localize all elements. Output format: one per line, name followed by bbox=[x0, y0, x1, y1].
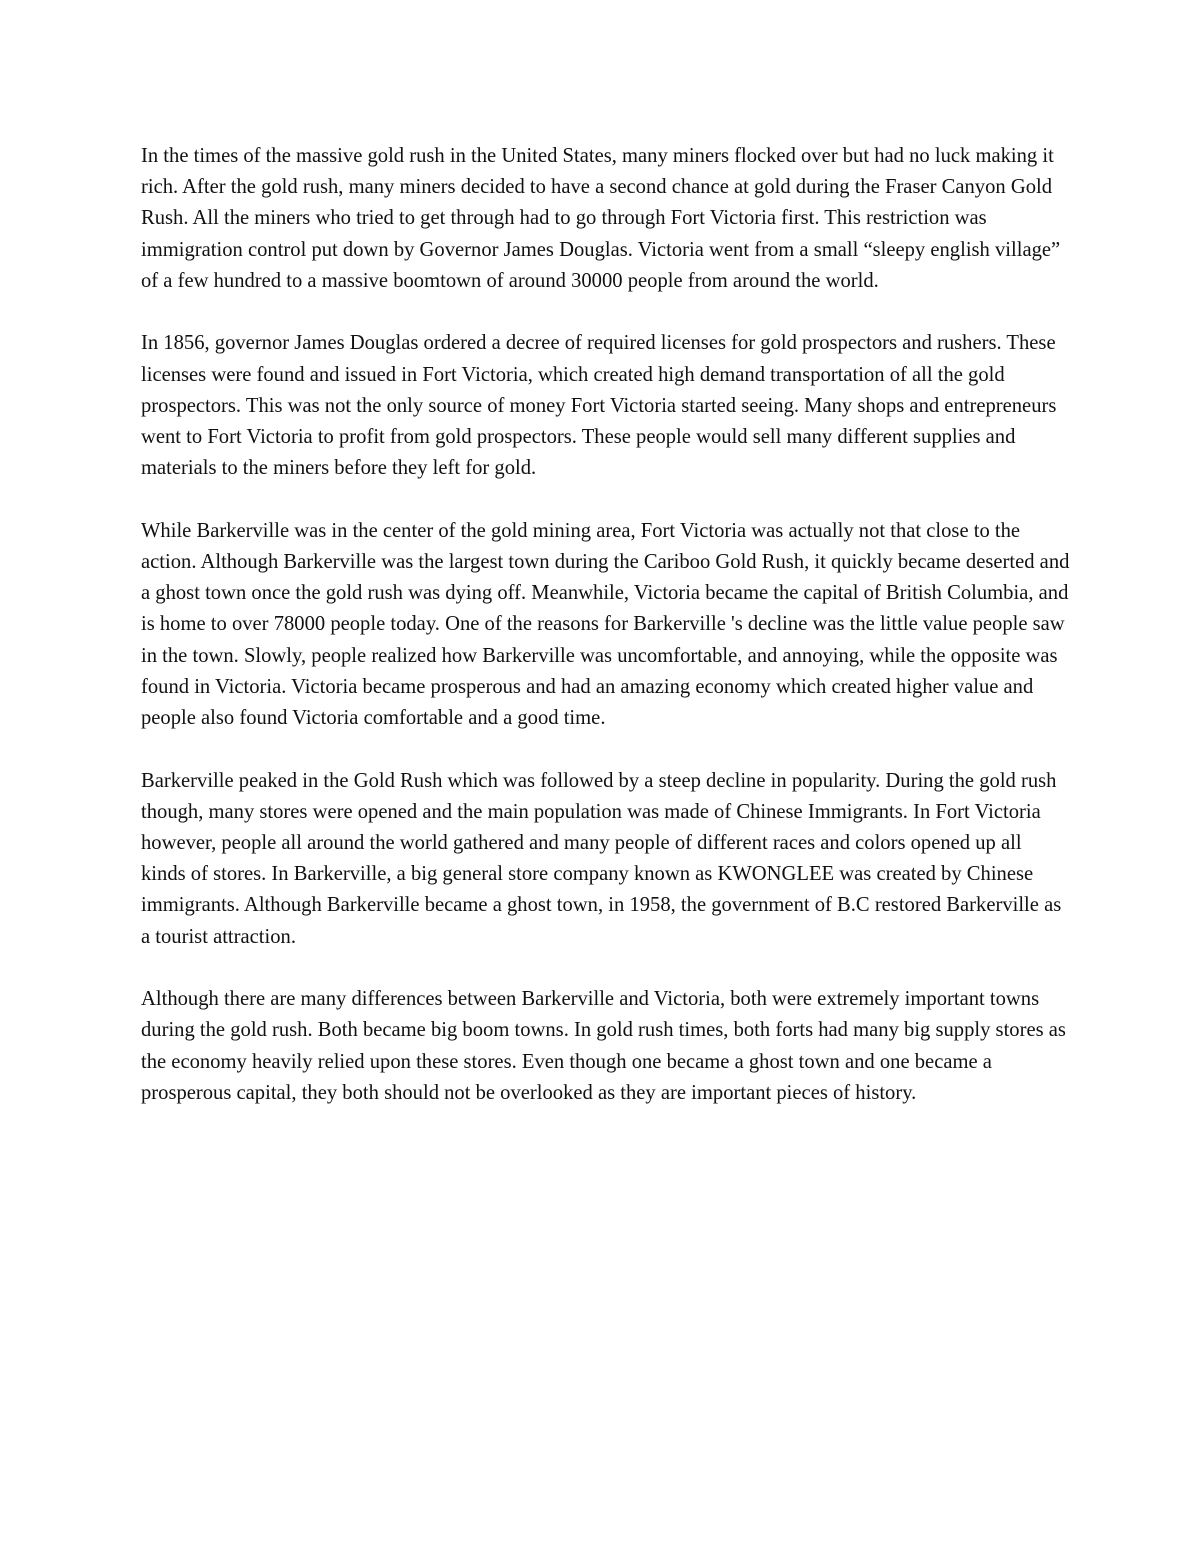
paragraph-5: Although there are many differences between Barkerville and Victoria, both were extremely important towns during the gold rush. Both became big boom towns. In gold rush times, both forts had many big supply stores as the economy heavily relied upon these stores. Even though one became a ghost town and one became a prosperous capital, they both should not be overlooked as they are important pieces of history. bbox=[141, 988, 1066, 1104]
paragraph-3: While Barkerville was in the center of the gold mining area, Fort Victoria was actually not that close to the action. Although Barkerville was the largest town during the Cariboo Gold Rush, it quickly became deserted and a ghost town once the gold rush was dying off. Meanwhile, Victoria became the capital of British Columbia, and is home to over 78000 people today. One of the reasons for Barkerville 's decline was the little value people saw in the town. Slowly, people realized how Barkerville was uncomfortable, and annoying, while the opposite was found in Victoria. Victoria became prosperous and had an amazing economy which created higher value and people also found Victoria comfortable and a good time. bbox=[141, 519, 1070, 730]
paragraph-2: In 1856, governor James Douglas ordered a decree of required licenses for gold prospectors and rushers. These licenses were found and issued in Fort Victoria, which created high demand transportation of all the gold prospectors. This was not the only source of money Fort Victoria started seeing. Many shops and entrepreneurs went to Fort Victoria to profit from gold prospectors. These people would sell many different supplies and materials to the miners before they left for gold. bbox=[141, 332, 1057, 480]
document-body bbox=[141, 141, 1071, 1109]
paragraph-1: In the times of the massive gold rush in the United States, many miners flocked over but had no luck making it rich. After the gold rush, many miners decided to have a second chance at gold during the Fraser Canyon Gold Rush. All the miners who tried to get through had to go through Fort Victoria first. This restriction was immigration control put down by Governor James Douglas. Victoria went from a small “sleepy english village” of a few hundred to a massive boomtown of around 30000 people from around the world. bbox=[141, 145, 1061, 292]
paragraph-4: Barkerville peaked in the Gold Rush which was followed by a steep decline in popularity. During the gold rush though, many stores were opened and the main population was made of Chinese Immigrants. In Fort Victoria however, people all around the world gathered and many people of different races and colors opened up all kinds of stores. In Barkerville, a big general store company known as KWONGLEE was created by Chinese immigrants. Although Barkerville became a ghost town, in 1958, the government of B.C restored Barkerville as a tourist attraction. bbox=[141, 769, 1062, 948]
